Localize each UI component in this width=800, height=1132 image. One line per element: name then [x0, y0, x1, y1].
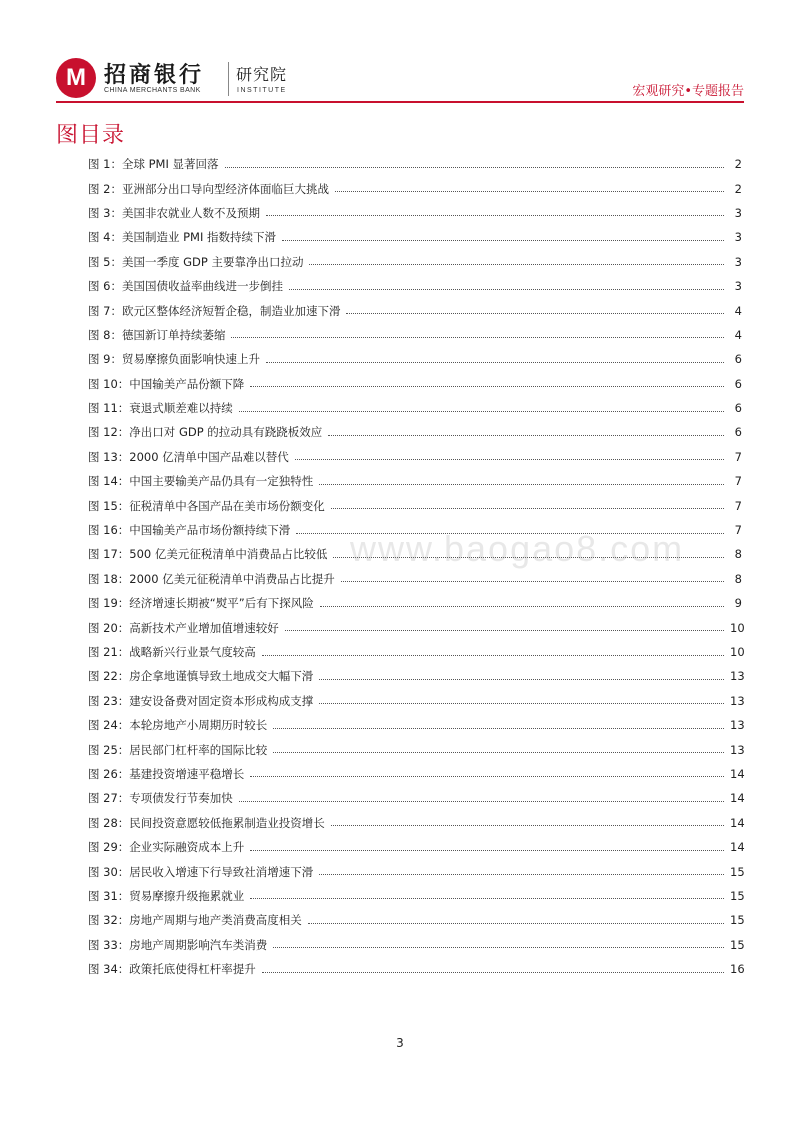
- bank-name: 招商银行: [104, 63, 205, 88]
- report-type: 宏观研究•专题报告: [632, 84, 744, 99]
- toc-entry[interactable]: [88, 469, 742, 493]
- toc-entry[interactable]: [88, 640, 745, 664]
- toc-entry-label: 图 6：美国国债收益率曲线进一步倒挂: [88, 279, 283, 294]
- toc-entry-label: 图 25：居民部门杠杆率的国际比较: [88, 742, 268, 757]
- toc-entry[interactable]: [88, 786, 745, 810]
- toc-entry[interactable]: [88, 347, 742, 371]
- toc-leader-dots: [262, 655, 724, 656]
- toc-entry-page: 3: [734, 205, 742, 220]
- toc-entry-page: 3: [734, 230, 742, 245]
- toc-entry-label: 图 15：征税清单中各国产品在美市场份额变化: [88, 498, 325, 513]
- toc-list: [88, 152, 745, 981]
- toc-entry[interactable]: [88, 884, 745, 908]
- toc-entry-label: 图 2：亚洲部分出口导向型经济体面临巨大挑战: [88, 181, 329, 196]
- toc-entry-page: 13: [730, 742, 745, 757]
- toc-entry-label: 图 22：房企拿地谨慎导致土地成交大幅下滑: [88, 669, 314, 684]
- toc-entry[interactable]: [88, 859, 745, 883]
- toc-entry-label: 图 5：美国一季度 GDP 主要靠净出口拉动: [88, 254, 304, 269]
- toc-entry-page: 7: [734, 474, 742, 489]
- toc-entry[interactable]: [88, 274, 742, 298]
- toc-entry-label: 图 19：经济增速长期被“熨平”后有下探风险: [88, 596, 314, 611]
- toc-entry-label: 图 20：高新技术产业增加值增速较好: [88, 620, 279, 635]
- toc-entry-page: 10: [730, 645, 745, 659]
- toc-entry[interactable]: [88, 713, 745, 737]
- toc-leader-dots: [341, 581, 724, 582]
- toc-leader-dots: [266, 215, 724, 216]
- toc-entry[interactable]: [88, 396, 742, 420]
- toc-leader-dots: [273, 728, 724, 729]
- toc-leader-dots: [273, 947, 724, 948]
- toc-leader-dots: [319, 874, 724, 875]
- toc-entry-label: 图 24：本轮房地产小周期历时较长: [88, 718, 268, 733]
- toc-entry[interactable]: [88, 518, 742, 542]
- watermark: www.baogao8.com: [350, 528, 685, 569]
- toc-entry-label: 图 16：中国输美产品市场份额持续下滑: [88, 523, 291, 538]
- toc-entry-label: 图 31：贸易摩擦升级拖累就业: [88, 888, 245, 903]
- toc-entry-label: 图 26：基建投资增速平稳增长: [88, 766, 245, 781]
- toc-leader-dots: [328, 435, 724, 436]
- toc-entry-page: 15: [730, 913, 745, 928]
- toc-entry[interactable]: [88, 957, 745, 981]
- toc-entry-page: 15: [730, 864, 745, 879]
- toc-leader-dots: [250, 898, 724, 899]
- toc-leader-dots: [333, 557, 724, 558]
- toc-entry-page: 14: [730, 840, 745, 855]
- toc-entry-page: 9: [734, 596, 742, 611]
- header-rule: [56, 101, 744, 103]
- bank-logo-icon: M: [56, 58, 96, 98]
- toc-entry-page: 14: [730, 791, 745, 806]
- toc-entry-label: 图 11：衰退式顺差难以持续: [88, 401, 233, 416]
- toc-leader-dots: [295, 459, 724, 460]
- toc-entry[interactable]: [88, 323, 742, 347]
- toc-entry-page: 13: [730, 693, 745, 708]
- toc-leader-dots: [250, 386, 724, 387]
- toc-entry[interactable]: [88, 372, 742, 396]
- toc-entry-page: 6: [734, 376, 742, 391]
- toc-entry-label: 图 12：净出口对 GDP 的拉动具有跷跷板效应: [88, 425, 323, 440]
- toc-leader-dots: [231, 337, 724, 338]
- toc-leader-dots: [319, 679, 724, 680]
- toc-entry-page: 14: [730, 766, 745, 781]
- toc-entry-page: 2: [734, 157, 742, 172]
- toc-entry-page: 8: [734, 571, 742, 586]
- institute-name: 研究院: [236, 65, 288, 84]
- toc-entry-label: 图 1：全球 PMI 显著回落: [88, 157, 219, 172]
- toc-entry-label: 图 21：战略新兴行业景气度较高: [88, 645, 256, 659]
- toc-title: 图目录: [56, 123, 126, 148]
- toc-entry-label: 图 33：房地产周期影响汽车类消费: [88, 937, 268, 952]
- toc-entry-label: 图 29：企业实际融资成本上升: [88, 840, 245, 855]
- toc-leader-dots: [309, 264, 724, 265]
- toc-entry-label: 图 28：民间投资意愿较低拖累制造业投资增长: [88, 815, 325, 830]
- toc-entry[interactable]: [88, 298, 742, 322]
- toc-entry-label: 图 13：2000 亿清单中国产品难以替代: [88, 449, 289, 464]
- toc-leader-dots: [266, 362, 724, 363]
- toc-leader-dots: [239, 801, 724, 802]
- toc-entry-page: 7: [734, 449, 742, 464]
- toc-entry-page: 6: [734, 401, 742, 416]
- toc-leader-dots: [250, 776, 724, 777]
- toc-leader-dots: [262, 972, 724, 973]
- toc-entry-label: 图 34：政策托底使得杠杆率提升: [88, 962, 256, 977]
- page-header: [56, 58, 744, 100]
- toc-entry-label: 图 14：中国主要输美产品仍具有一定独特性: [88, 474, 314, 489]
- toc-entry-label: 图 30：居民收入增速下行导致社消增速下滑: [88, 864, 314, 879]
- toc-entry-label: 图 8：德国新订单持续萎缩: [88, 327, 226, 342]
- toc-leader-dots: [331, 508, 724, 509]
- toc-leader-dots: [273, 752, 724, 753]
- toc-entry[interactable]: [88, 420, 742, 444]
- toc-entry-page: 4: [734, 303, 742, 318]
- toc-entry[interactable]: [88, 664, 745, 688]
- toc-entry-label: 图 7：欧元区整体经济短暂企稳，制造业加速下滑: [88, 303, 341, 318]
- toc-entry-label: 图 32：房地产周期与地产类消费高度相关: [88, 913, 302, 928]
- toc-entry-page: 15: [730, 888, 745, 903]
- toc-entry[interactable]: [88, 689, 745, 713]
- toc-entry-label: 图 23：建安设备费对固定资本形成构成支撑: [88, 693, 314, 708]
- toc-entry-label: 图 9：贸易摩擦负面影响快速上升: [88, 352, 260, 367]
- toc-entry-page: 3: [734, 254, 742, 269]
- toc-entry[interactable]: [88, 493, 742, 517]
- toc-entry[interactable]: [88, 908, 745, 932]
- page-number: 3: [396, 1036, 404, 1050]
- toc-entry[interactable]: [88, 811, 745, 835]
- toc-entry-page: 15: [730, 937, 745, 952]
- toc-entry-page: 6: [734, 425, 742, 440]
- toc-leader-dots: [282, 240, 724, 241]
- toc-entry-page: 7: [734, 523, 742, 538]
- toc-entry-label: 图 27：专项债发行节奏加快: [88, 791, 233, 806]
- toc-entry-page: 16: [730, 962, 745, 977]
- toc-entry[interactable]: [88, 737, 745, 761]
- toc-leader-dots: [308, 923, 724, 924]
- toc-entry[interactable]: [88, 567, 742, 591]
- toc-entry-page: 3: [734, 279, 742, 294]
- toc-leader-dots: [239, 411, 724, 412]
- toc-entry-label: 图 18：2000 亿美元征税清单中消费品占比提升: [88, 571, 335, 586]
- toc-entry[interactable]: [88, 933, 745, 957]
- toc-entry-page: 6: [734, 352, 742, 367]
- header-divider: [228, 62, 229, 96]
- bank-name-en: CHINA MERCHANTS BANK: [104, 87, 201, 94]
- toc-entry-page: 10: [730, 620, 745, 635]
- toc-entry[interactable]: [88, 250, 742, 274]
- toc-leader-dots: [335, 191, 724, 192]
- toc-leader-dots: [225, 167, 724, 168]
- toc-leader-dots: [250, 850, 724, 851]
- toc-entry[interactable]: [88, 835, 745, 859]
- toc-leader-dots: [331, 825, 724, 826]
- toc-entry-page: 13: [730, 718, 745, 733]
- toc-leader-dots: [320, 606, 724, 607]
- toc-entry-page: 4: [734, 327, 742, 342]
- toc-leader-dots: [296, 533, 724, 534]
- toc-entry[interactable]: [88, 445, 742, 469]
- toc-leader-dots: [346, 313, 724, 314]
- toc-entry[interactable]: [88, 225, 742, 249]
- toc-entry[interactable]: [88, 152, 742, 176]
- toc-entry[interactable]: [88, 201, 742, 225]
- toc-entry-label: 图 17：500 亿美元征税清单中消费品占比较低: [88, 547, 328, 562]
- toc-entry-label: 图 4：美国制造业 PMI 指数持续下滑: [88, 230, 277, 245]
- toc-entry[interactable]: [88, 542, 742, 566]
- toc-entry-page: 14: [730, 815, 745, 830]
- toc-entry-label: 图 3：美国非农就业人数不及预期: [88, 205, 260, 220]
- toc-entry-page: 13: [730, 669, 745, 684]
- institute-name-en: INSTITUTE: [237, 87, 287, 94]
- toc-leader-dots: [285, 630, 724, 631]
- toc-entry-label: 图 10：中国输美产品份额下降: [88, 376, 245, 391]
- toc-leader-dots: [289, 289, 724, 290]
- toc-entry-page: 7: [734, 498, 742, 513]
- toc-entry[interactable]: [88, 591, 742, 615]
- toc-entry-page: 8: [734, 547, 742, 562]
- toc-entry[interactable]: [88, 762, 745, 786]
- toc-leader-dots: [319, 484, 724, 485]
- toc-entry[interactable]: [88, 176, 742, 200]
- toc-entry-page: 2: [734, 181, 742, 196]
- toc-entry[interactable]: [88, 615, 745, 639]
- toc-leader-dots: [319, 703, 724, 704]
